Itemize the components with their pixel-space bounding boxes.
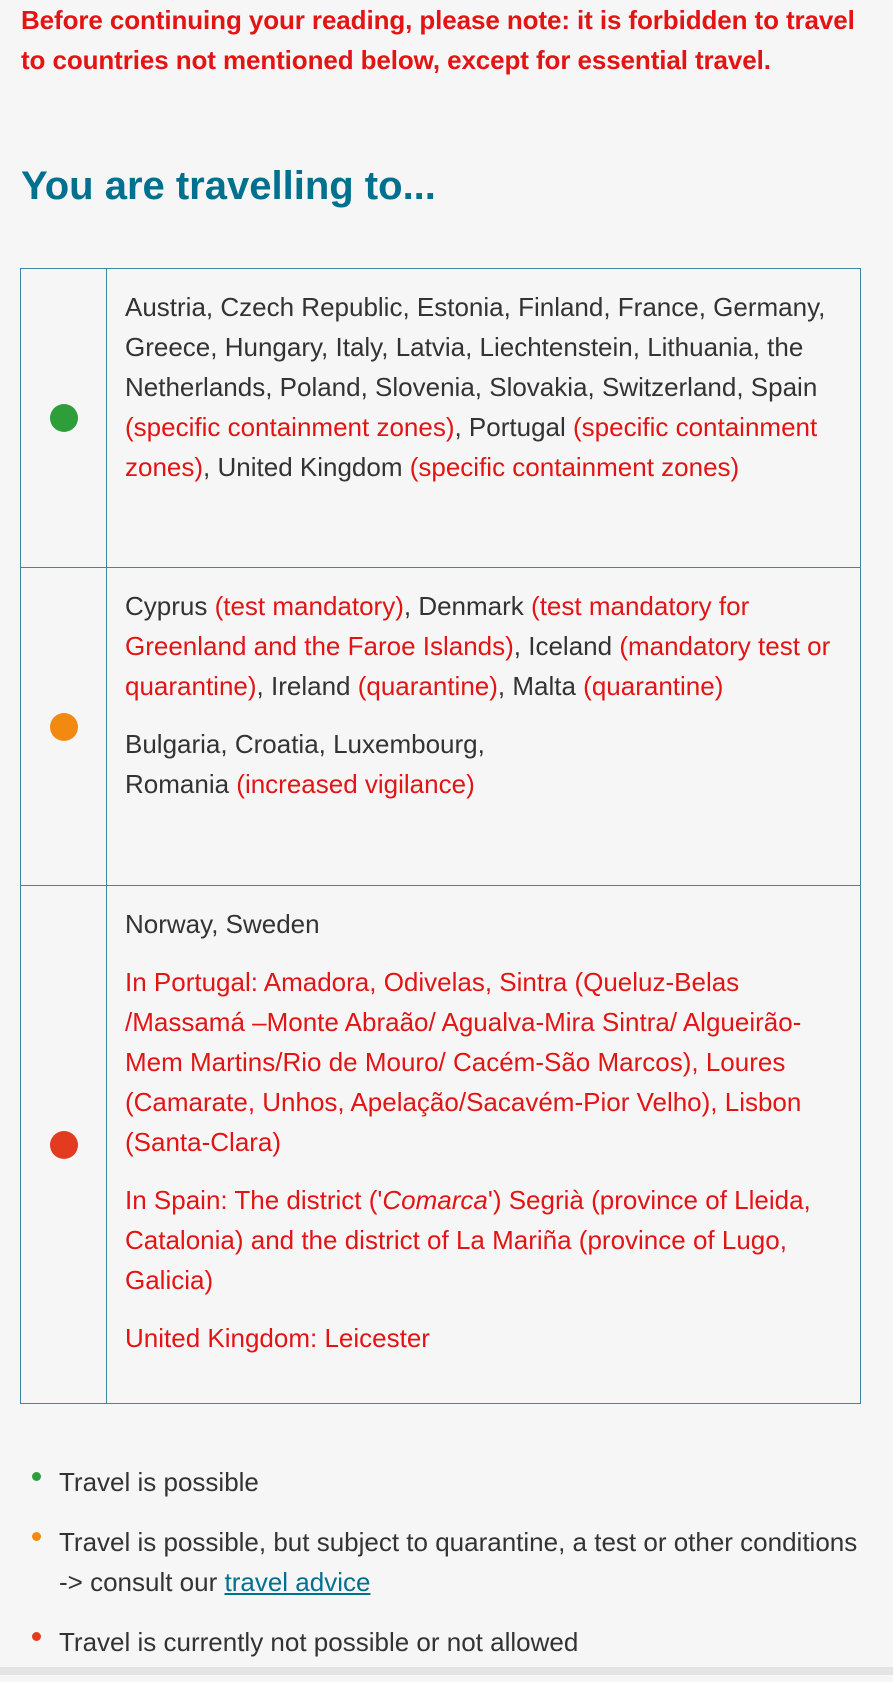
red-bullet-icon (32, 1632, 41, 1641)
green-countries-text: Austria, Czech Republic, Estonia, Finland, France, Germany, Greece, Hungary, Italy, Latvia, Liechtenstein, Lithuania, the Netherlands, Poland, Slovenia, Slovakia, Switzerland, Spain (125, 292, 826, 402)
orange-dot-icon (50, 713, 78, 741)
red-countries: Norway, Sweden (125, 909, 320, 939)
legend-item-conditional (28, 1522, 858, 1602)
green-note-portugal: (specific containment zones) (125, 412, 818, 482)
orange-text-romania: Romania (125, 769, 237, 799)
status-cell-orange (21, 568, 107, 885)
red-uk-zones: United Kingdom: Leicester (125, 1323, 430, 1353)
red-spain-zones (125, 1180, 842, 1300)
orange-text-iceland: , Iceland (513, 631, 620, 661)
legend-item-not-possible (28, 1622, 858, 1662)
table-row-red (21, 885, 860, 1403)
countries-cell-red (107, 886, 860, 1403)
green-dot-icon (50, 404, 78, 432)
table-row-orange (21, 567, 860, 885)
page-title: You are travelling to... (21, 164, 436, 208)
red-spain-text-2: ') Segrià (province of Lleida, Catalonia) and the district of La Mariña (province of Lugo, Galicia) (125, 1185, 811, 1295)
countries-cell-orange (107, 568, 860, 885)
green-bullet-icon (32, 1472, 41, 1481)
orange-text-ireland: , Ireland (256, 671, 358, 701)
legend-text-possible: Travel is possible (59, 1467, 259, 1497)
orange-text-malta: , Malta (497, 671, 584, 701)
orange-countries-vigilance (125, 724, 842, 804)
orange-note-malta: (quarantine) (583, 671, 724, 701)
red-dot-icon (50, 1131, 78, 1159)
orange-countries (125, 586, 842, 706)
green-note-uk: (specific containment zones) (409, 452, 740, 482)
orange-note-vigilance: (increased vigilance) (236, 769, 475, 799)
red-portugal-zones: In Portugal: Amadora, Odivelas, Sintra (Queluz-Belas /Massamá –Monte Abraão/ Agualva-Mira Sintra/ Algueirão-Mem Martins/Rio de Mouro/ Cacém-São Marcos), Loures (Camarate, Unhos, Apelação/Sacavém-Pior Velho), Lisbon (Santa-Clara) (125, 967, 802, 1157)
orange-note-iceland: (mandatory test or quarantine) (125, 631, 831, 701)
legend-item-possible (28, 1462, 858, 1502)
status-cell-green (21, 269, 107, 567)
green-countries (125, 287, 842, 487)
table-row-green (21, 269, 860, 567)
legend-list (28, 1462, 858, 1682)
orange-note-cyprus: (test mandatory) (214, 591, 404, 621)
legend-text-conditional: Travel is possible, but subject to quarantine, a test or other conditions -> consult our (59, 1527, 858, 1597)
orange-note-denmark: (test mandatory for Greenland and the Faroe Islands) (125, 591, 750, 661)
warning-text: Before continuing your reading, please note: it is forbidden to travel to countries not mentioned below, except for essential travel. (21, 5, 855, 75)
countries-cell-green (107, 269, 860, 567)
green-note-spain: (specific containment zones) (125, 412, 455, 442)
red-spain-text: In Spain: The district (' (125, 1185, 383, 1215)
bottom-scroll-bar (0, 1667, 893, 1675)
orange-text-denmark: , Denmark (403, 591, 532, 621)
green-countries-text-2: , Portugal (454, 412, 573, 442)
travel-table (20, 268, 861, 1404)
orange-note-ireland: (quarantine) (357, 671, 498, 701)
orange-text-cyprus: Cyprus (125, 591, 215, 621)
legend-text-not-possible: Travel is currently not possible or not allowed (59, 1627, 579, 1657)
green-countries-text-3: , United Kingdom (203, 452, 410, 482)
orange-bullet-icon (32, 1532, 41, 1541)
status-cell-red (21, 886, 107, 1403)
orange-text-bulgaria: Bulgaria, Croatia, Luxembourg, (125, 729, 485, 759)
travel-advice-link[interactable]: travel advice (224, 1567, 371, 1597)
red-spain-comarca: Comarca (382, 1185, 488, 1215)
